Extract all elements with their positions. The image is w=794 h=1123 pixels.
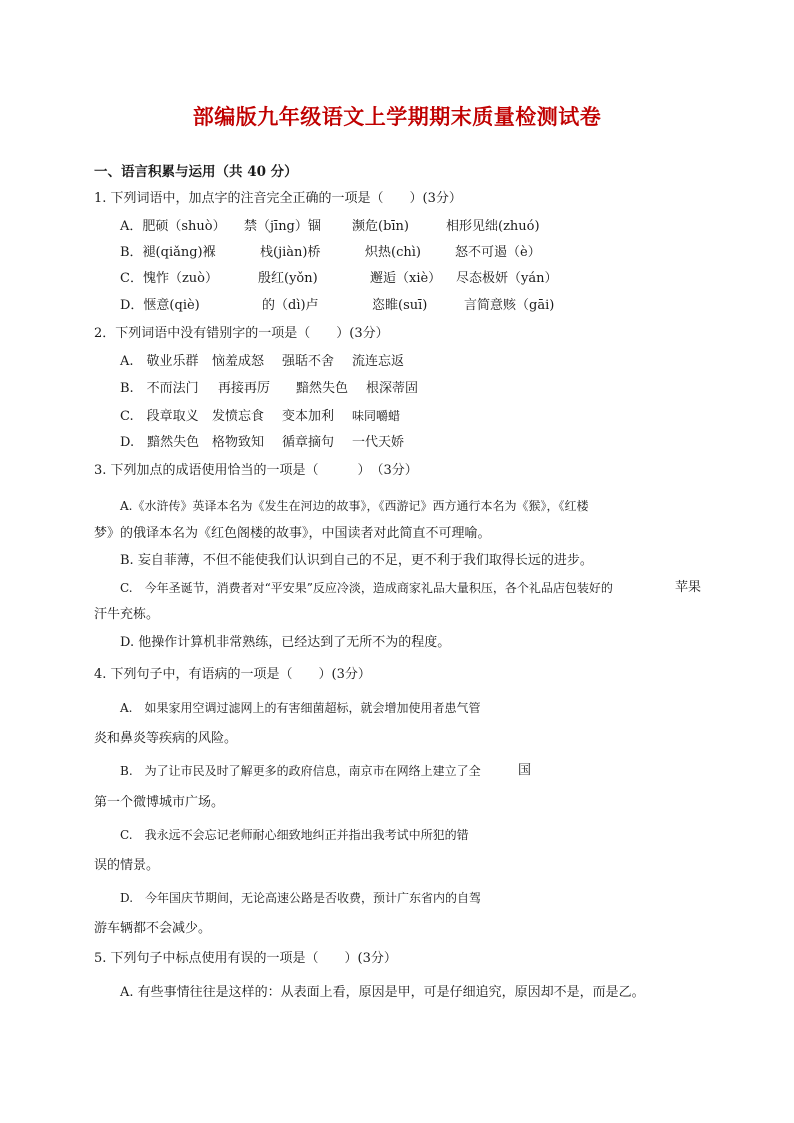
option-d-word-3: 恣睢(suī) [372, 298, 428, 313]
question-3-option-b: B. 妄自菲薄，不但不能使我们认识到自己的不足，更不利于我们取得长远的进步。 [120, 553, 593, 568]
question-4-option-a-line-2: 炎和鼻炎等疾病的风险。 [94, 731, 238, 746]
option-d-word-2: 的（dì)卢 [262, 298, 319, 313]
option-d-word-4: 一代天娇 [352, 435, 405, 450]
option-b-word-4: 怒不可遏（è） [455, 245, 541, 260]
option-c-word-2: 发愤忘食 [212, 409, 265, 424]
option-a-word-4: 流连忘返 [352, 354, 405, 369]
question-1-option-d [120, 297, 554, 315]
option-c-word-3: 变本加利 [282, 409, 335, 424]
question-4-option-c-line-1: C. 我永远不会忘记老师耐心细致地纠正并指出我考试中所犯的错 [120, 828, 469, 842]
question-4-option-b-line-1-end: 国 [518, 763, 532, 778]
option-a-word-3: 濒危(bīn) [352, 219, 409, 234]
option-b-word-3: 炽热(chì) [365, 245, 421, 260]
question-3-option-a-line-1: A.《水浒传》英译本名为《发生在河边的故事》，《西游记》西方通行本名为《猴》，《红楼 [120, 499, 589, 513]
option-c-word-1: C. 段章取义 [120, 409, 199, 424]
question-1-stem: 1. 下列词语中，加点字的注音完全正确的一项是（ ）(3分） [94, 191, 462, 206]
option-a-word-2: 禁（jīng）锢 [244, 219, 321, 234]
option-d-word-3: 循章摘句 [282, 435, 335, 450]
option-c-word-4: 味同嚼蜡 [352, 409, 401, 423]
question-1-option-b [120, 244, 541, 262]
question-3-option-c-line-2: 汗牛充栋。 [94, 607, 160, 622]
question-3-option-a-line-2: 梦》的俄译本名为《红色阁楼的故事》，中国读者对此简直不可理喻。 [94, 526, 491, 541]
option-a-word-4: 相形见绌(zhuó) [446, 219, 540, 234]
question-2-stem: 2．下列词语中没有错别字的一项是（ ）(3分） [94, 326, 389, 341]
option-d-word-2: 格物致知 [212, 435, 265, 450]
question-2-option-b [120, 380, 418, 398]
option-a-word-1: A. 敬业乐群 [120, 354, 199, 369]
question-2-option-d [120, 434, 404, 452]
question-3-option-d: D. 他操作计算机非常熟练，已经达到了无所不为的程度。 [120, 635, 451, 650]
option-c-word-2: 殷红(yǒn) [258, 271, 318, 286]
question-1-option-a [120, 218, 540, 236]
question-5-option-a: A. 有些事情往往是这样的：从表面上看，原因是甲，可是仔细追究，原因却不是，而是乙。 [120, 985, 645, 1000]
question-3-stem: 3. 下列加点的成语使用恰当的一项是（ ） （3分） [94, 463, 418, 478]
question-5-stem: 5. 下列句子中标点使用有误的一项是（ ）(3分） [94, 951, 397, 966]
option-c-word-4: 尽态极妍（yán） [456, 271, 558, 286]
option-b-word-4: 根深蒂固 [366, 381, 419, 396]
question-3-option-c-line-1-end: 苹果 [675, 580, 702, 595]
option-b-word-1: B．褪(qiǎng)褓 [120, 245, 216, 260]
section-heading: 一、语言积累与运用（共 40 分） [94, 164, 298, 180]
option-a-word-3: 强聒不舍 [282, 354, 335, 369]
question-2-option-c [120, 407, 400, 426]
question-4-option-b-line-1: B. 为了让市民及时了解更多的政府信息，南京市在网络上建立了全 [120, 764, 481, 778]
question-4-option-d-line-1: D. 今年国庆节期间，无论高速公路是否收费，预计广东省内的自驾 [120, 891, 482, 905]
page-title: 部编版九年级语文上学期期末质量检测试卷 [192, 104, 602, 129]
question-4-option-b-line-2: 第一个微博城市广场。 [94, 795, 225, 810]
question-1-option-c [120, 270, 557, 288]
option-b-word-2: 栈(jiàn)桥 [260, 245, 321, 260]
option-b-word-3: 黯然失色 [296, 381, 349, 396]
question-2-option-a [120, 353, 404, 371]
question-3-option-c-line-1: C. 今年圣诞节，消费者对“平安果”反应冷淡，造成商家礼品大量积压，各个礼品店包装好的 [120, 581, 613, 595]
question-4-option-c-line-2: 误的情景。 [94, 858, 160, 873]
option-b-word-2: 再接再厉 [218, 381, 271, 396]
option-c-word-1: C．愧怍（zuò） [120, 271, 218, 286]
question-4-stem: 4. 下列句子中，有语病的一项是（ ）(3分） [94, 667, 371, 682]
option-d-word-1: D．惬意(qiè) [120, 298, 200, 313]
question-4-option-a-line-1: A. 如果家用空调过滤网上的有害细菌超标，就会增加使用者患气管 [120, 701, 481, 715]
option-d-word-4: 言简意赅（gāi) [464, 298, 555, 313]
option-b-word-1: B. 不而法门 [120, 381, 199, 396]
option-a-word-2: 恼羞成怒 [212, 354, 265, 369]
question-4-option-d-line-2: 游车辆都不会减少。 [94, 921, 212, 936]
option-c-word-3: 邂逅（xiè） [370, 271, 442, 286]
option-d-word-1: D. 黯然失色 [120, 435, 200, 450]
option-a-word-1: A．肥硕（shuò） [120, 219, 226, 234]
